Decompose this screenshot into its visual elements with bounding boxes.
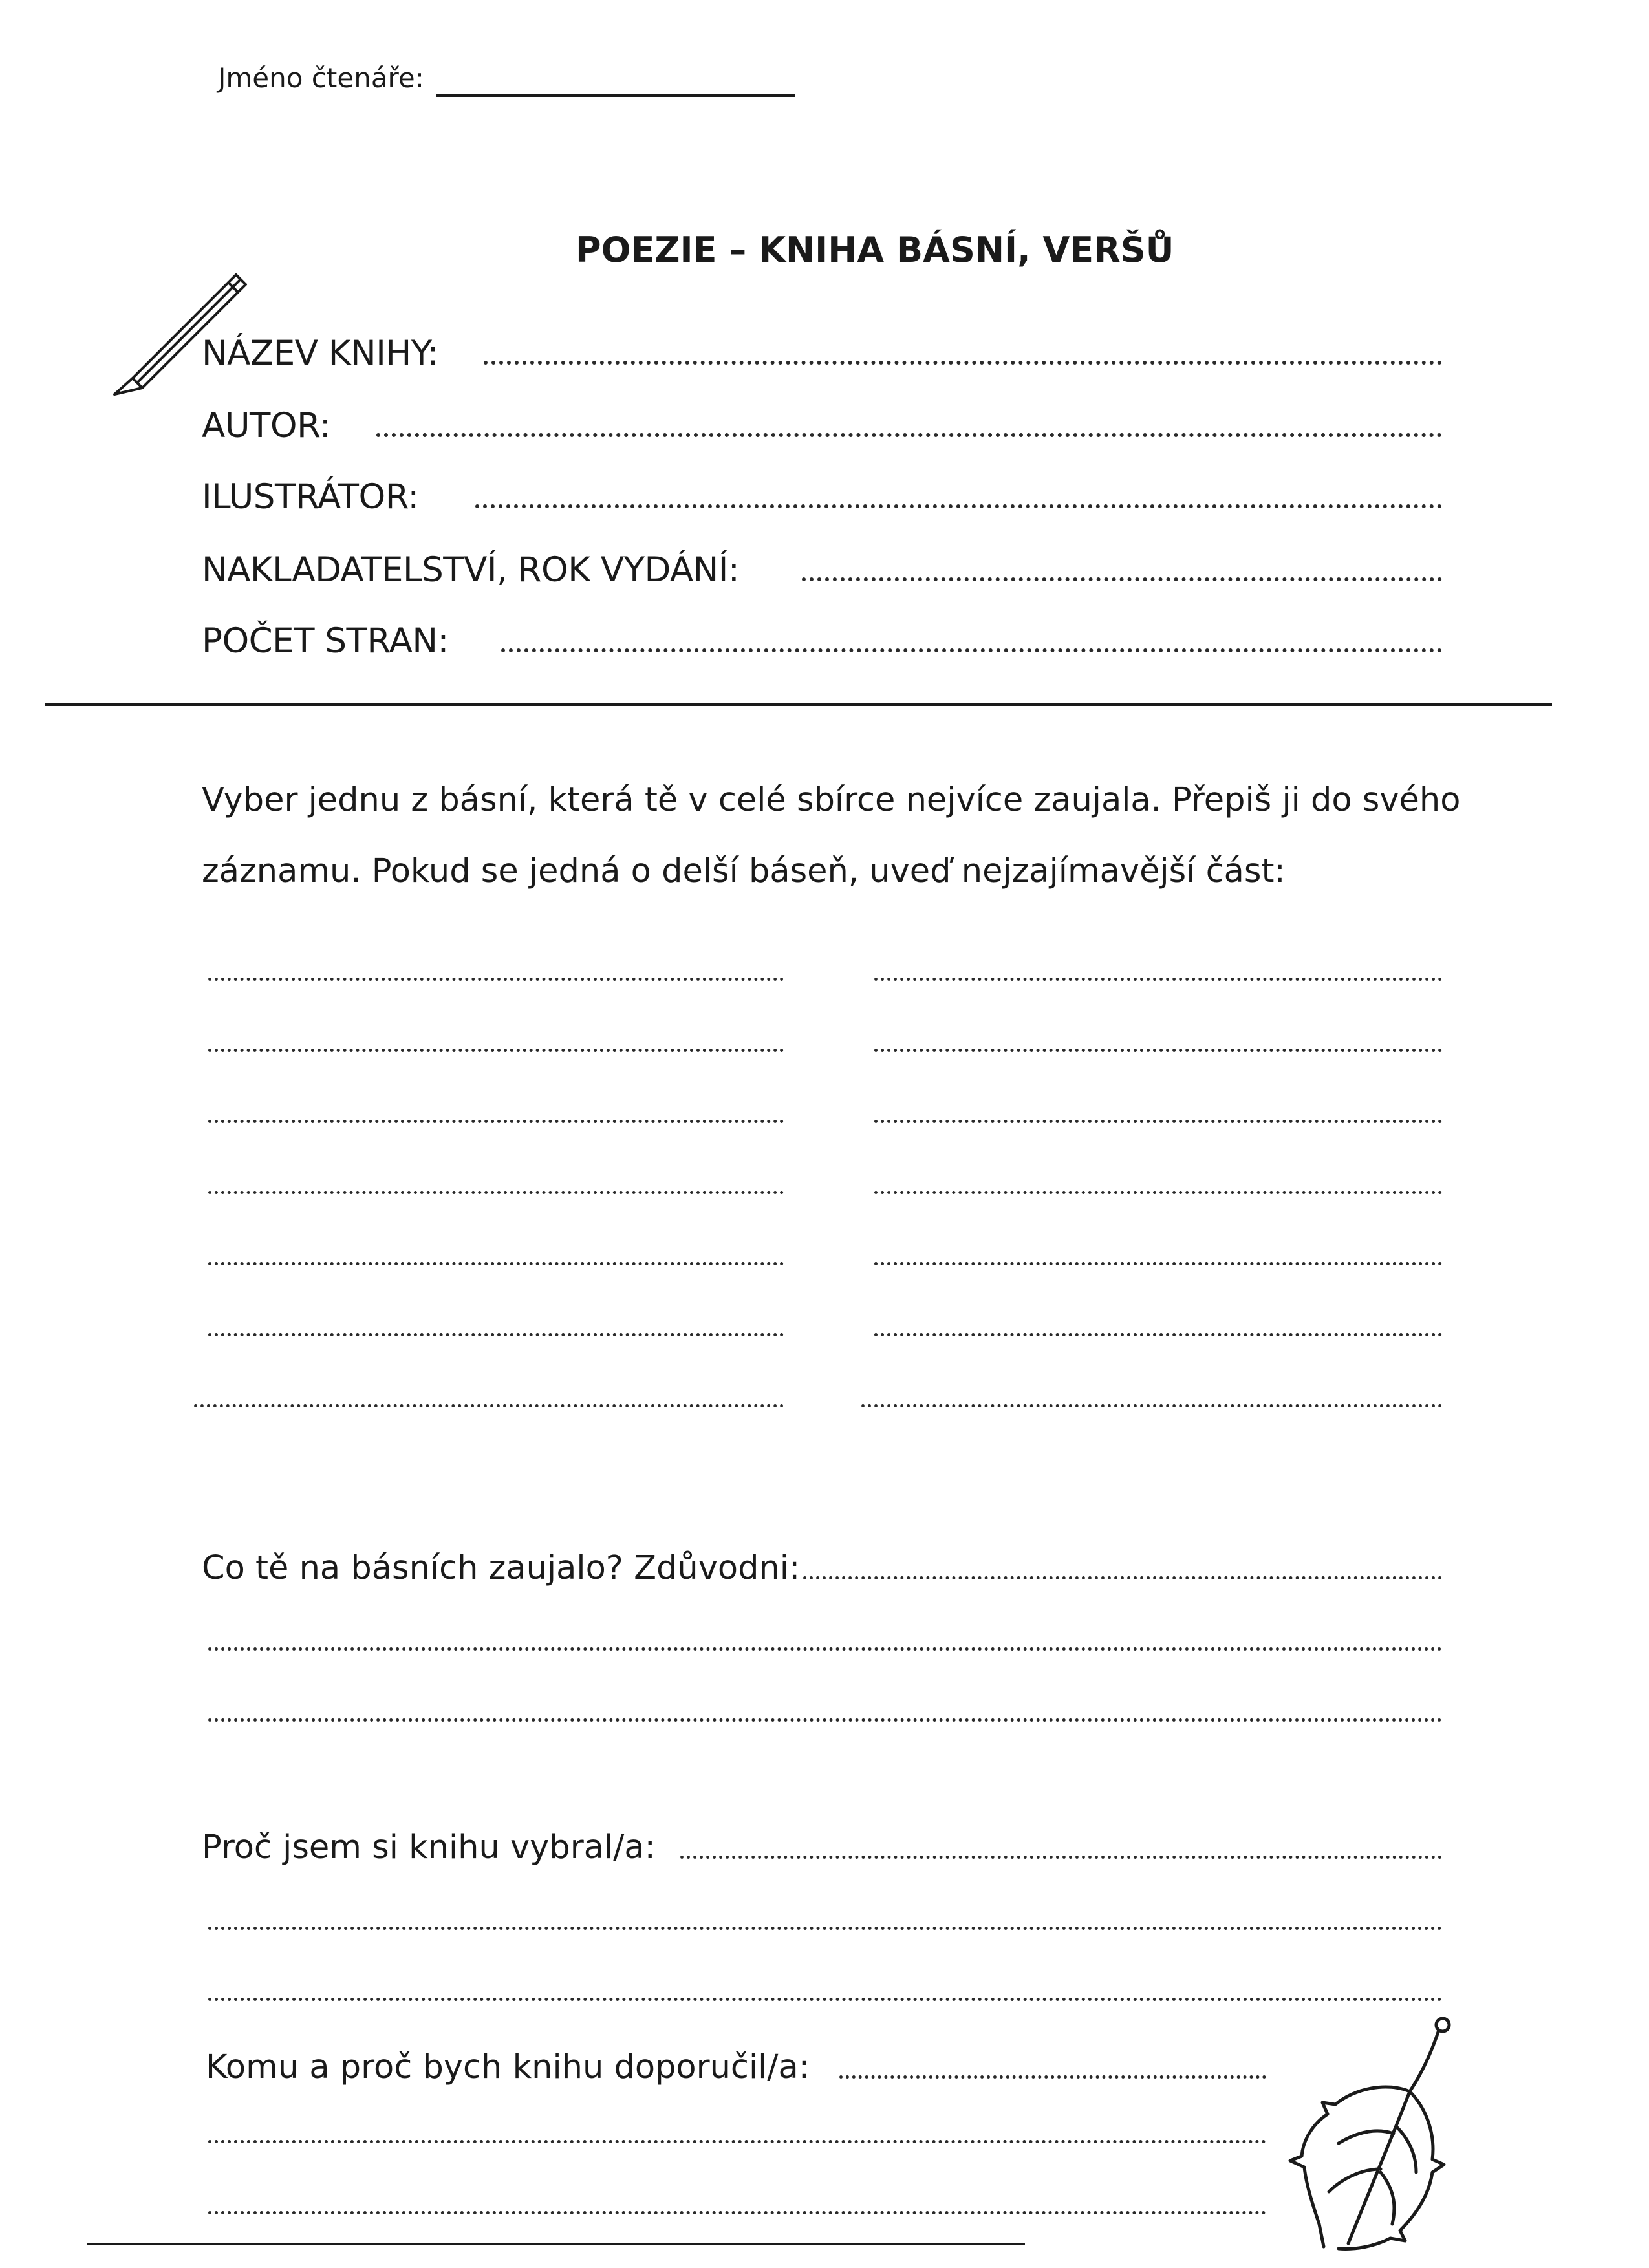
what-interested-label: Co tě na básních zaujalo? Zdůvodni: (202, 1549, 801, 1587)
poem-line-left[interactable] (208, 1120, 784, 1123)
publisher-year-field[interactable] (802, 577, 1442, 581)
leaf-icon (1277, 2011, 1491, 2256)
poem-line-left[interactable] (208, 1262, 784, 1265)
section-divider (45, 703, 1552, 706)
illustrator-label: ILUSTRÁTOR: (202, 477, 419, 517)
why-chosen-field[interactable] (680, 1856, 1442, 1859)
poem-line-left[interactable] (208, 1333, 784, 1336)
what-interested-line[interactable] (208, 1647, 1442, 1651)
author-field[interactable] (376, 433, 1442, 437)
reader-name-line[interactable] (436, 94, 795, 97)
reader-name-label: Jméno čtenáře: (218, 62, 424, 94)
poem-line-right[interactable] (874, 1191, 1442, 1194)
why-chosen-label: Proč jsem si knihu vybral/a: (202, 1828, 656, 1867)
bottom-line (87, 2243, 1025, 2245)
poem-line-right[interactable] (874, 1049, 1442, 1052)
recommend-line[interactable] (208, 2140, 1266, 2143)
pencil-icon (107, 262, 255, 398)
poem-line-right[interactable] (874, 1120, 1442, 1123)
poem-line-left[interactable] (194, 1404, 784, 1407)
poem-line-left[interactable] (208, 1049, 784, 1052)
illustrator-field[interactable] (475, 504, 1442, 508)
poem-line-right[interactable] (874, 978, 1442, 981)
why-chosen-line[interactable] (208, 1927, 1442, 1930)
poem-line-left[interactable] (208, 978, 784, 981)
poem-instruction-line-2: záznamu. Pokud se jedná o delší báseň, uveď nejzajímavější část: (202, 852, 1286, 890)
recommend-line[interactable] (208, 2211, 1266, 2214)
recommend-label: Komu a proč bych knihu doporučil/a: (206, 2048, 810, 2086)
recommend-field[interactable] (839, 2075, 1266, 2079)
why-chosen-line[interactable] (208, 1998, 1442, 2001)
page-count-field[interactable] (501, 648, 1442, 652)
book-title-field[interactable] (484, 361, 1442, 365)
book-title-label: NÁZEV KNIHY: (202, 334, 438, 373)
what-interested-field[interactable] (803, 1576, 1442, 1579)
author-label: AUTOR: (202, 406, 331, 445)
page-count-label: POČET STRAN: (202, 621, 449, 661)
page-title: POEZIE – KNIHA BÁSNÍ, VERŠŮ (576, 230, 1174, 270)
what-interested-line[interactable] (208, 1718, 1442, 1722)
poem-instruction-line-1: Vyber jednu z básní, která tě v celé sbírce nejvíce zaujala. Přepiš ji do svého (202, 781, 1461, 819)
poem-line-right[interactable] (874, 1262, 1442, 1265)
poem-line-right[interactable] (861, 1404, 1442, 1407)
poem-line-left[interactable] (208, 1191, 784, 1194)
poem-line-right[interactable] (874, 1333, 1442, 1336)
publisher-year-label: NAKLADATELSTVÍ, ROK VYDÁNÍ: (202, 550, 740, 590)
